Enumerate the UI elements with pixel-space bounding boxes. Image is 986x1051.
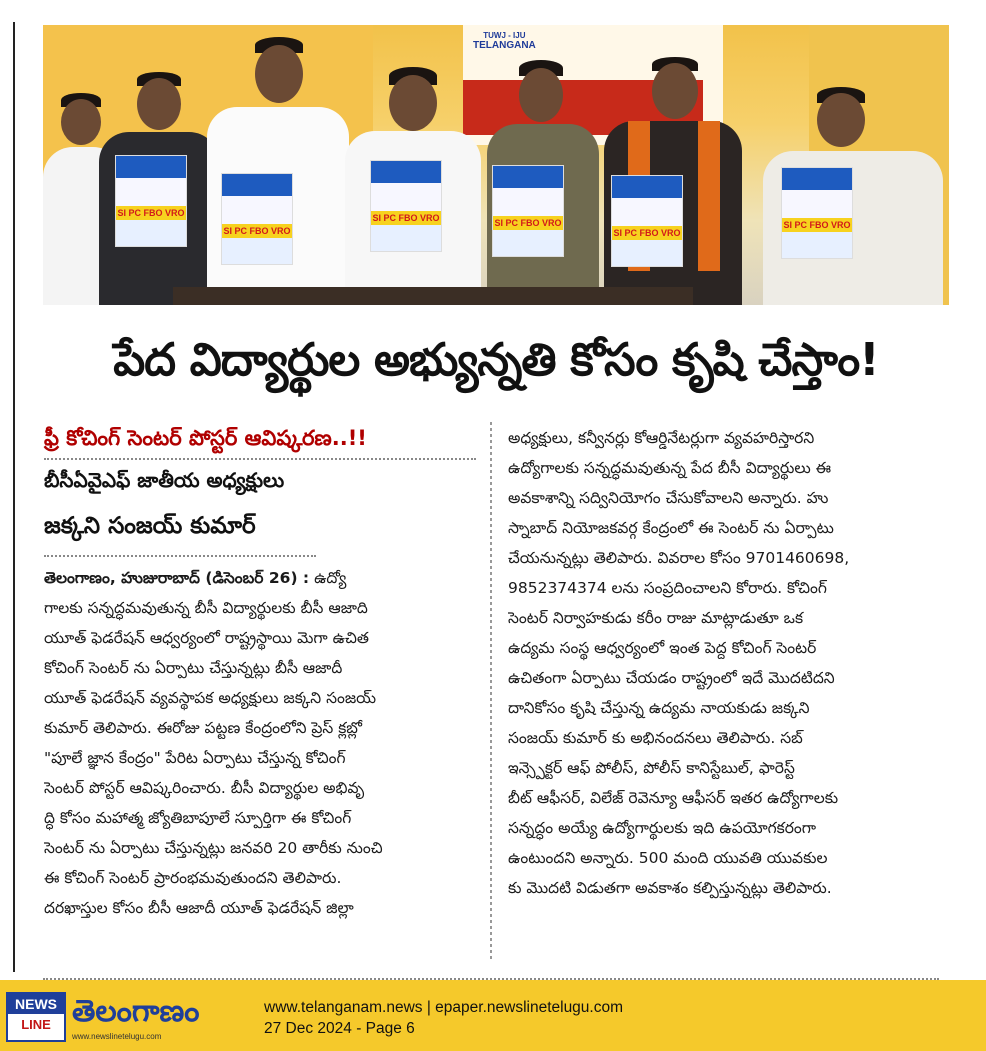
footer-page-info: 27 Dec 2024 - Page 6 xyxy=(264,1020,415,1037)
article-headline: పేద విద్యార్థుల అభ్యున్నతి కోసం కృషి చేస్తాం! xyxy=(113,333,879,386)
body-line: 9852374374 లను సంప్రదించాలని కోరారు. కోచింగ్ xyxy=(508,579,827,597)
subhead-poster-launch: ఫ్రీ కోచింగ్ సెంటర్ పోస్టర్ ఆవిష్కరణ..!! xyxy=(44,426,367,450)
subhead-president-name: జక్కని సంజయ్ కుమార్ xyxy=(44,513,256,539)
poster-band-text: SI PC FBO VRO xyxy=(223,226,291,236)
poster-band-text: SI PC FBO VRO xyxy=(613,228,681,238)
logo-line-text: LINE xyxy=(21,1017,51,1032)
body-line: కు మొదటి విడుతగా అవకాశం కల్పిస్తున్నట్లు తెలిపారు. xyxy=(508,879,832,897)
poster-band-text: SI PC FBO VRO xyxy=(783,220,851,230)
body-line: కోచింగ్ సెంటర్ ను ఏర్పాటు చేస్తున్నట్లు బీసీ ఆజాదీ xyxy=(44,659,343,677)
body-line: స్నాబాద్ నియోజకవర్గ కేంద్రంలో ఈ సెంటర్ ను ఏర్పాటు xyxy=(508,519,834,537)
org-tag-line1: TUWJ - IJU xyxy=(483,31,526,40)
body-line: ఈ కోచింగ్ సెంటర్ ప్రారంభమవుతుందని తెలిపారు. xyxy=(44,869,342,887)
poster-band-text: SI PC FBO VRO xyxy=(494,218,562,228)
subhead-president-title: బీసీఏవైఎఫ్ జాతీయ అధ్యక్షులు xyxy=(44,468,285,492)
subhead-underline xyxy=(44,458,476,460)
column-divider xyxy=(490,422,492,960)
body-line: గాలకు సన్నద్ధమవుతున్న బీసీ విద్యార్థులకు బీసీ ఆజాది xyxy=(44,599,368,617)
body-line: ఉచితంగా ఏర్పాటు చేయడం రాష్ట్రంలో ఇదే మొదటిదని xyxy=(508,669,835,687)
dateline-line xyxy=(44,563,476,593)
footer-bar xyxy=(0,980,986,1051)
logo-news-text: NEWS xyxy=(8,994,64,1014)
left-margin-rule xyxy=(13,22,15,972)
footer-urls[interactable]: www.telanganam.news | epaper.newslinetelugu.com xyxy=(264,999,624,1016)
body-line: ద్ధి కోసం మహాత్మ జ్యోతిబాపూలే స్పూర్తిగా ఈ కోచింగ్ xyxy=(44,809,352,827)
brand-website: www.newslinetelugu.com xyxy=(72,1032,162,1041)
body-line: యూత్ ఫెడరేషన్ ఆధ్వర్యంలో రాష్ట్రస్థాయి మెగా ఉచిత xyxy=(44,629,369,647)
body-line: అధ్యక్షులు, కన్వీనర్లు కోఆర్డినేటర్లుగా వ్యవహరిస్తారని xyxy=(508,429,815,447)
newsline-logo xyxy=(6,992,66,1042)
poster-band-text: SI PC FBO VRO xyxy=(372,213,440,223)
body-line: ఉద్యో xyxy=(309,569,347,587)
body-line: సెంటర్ నిర్వాహకుడు కరీం రాజు మాట్లాడుతూ ఒక xyxy=(508,609,804,627)
photo-org-tag xyxy=(473,31,536,51)
poster-6 xyxy=(781,167,853,259)
poster-1 xyxy=(115,155,187,247)
subhead-underline xyxy=(44,555,316,557)
body-line: చేయనున్నట్లు తెలిపారు. వివరాల కోసం 9701460698, xyxy=(508,549,850,567)
body-line: సంజయ్ కుమార్ కు అభినందనలు తెలిపారు. సబ్ xyxy=(508,729,803,747)
poster-3 xyxy=(370,160,442,252)
photo-table xyxy=(173,287,693,305)
body-line: అవకాశాన్ని సద్వినియోగం చేసుకోవాలని అన్నారు. హు xyxy=(508,489,829,507)
poster-4 xyxy=(492,165,564,257)
body-line: ఇన్స్పెక్టర్ ఆఫ్ పోలీస్, పోలీస్ కానిస్టేబుల్, ఫారెస్ట్ xyxy=(508,759,795,777)
dateline: తెలంగాణం, హుజురాబాద్ (డిసెంబర్ 26) : xyxy=(44,569,310,587)
body-line: యూత్ ఫెడరేషన్ వ్యవస్థాపక అధ్యక్షులు జక్కని సంజయ్ xyxy=(44,689,377,707)
org-tag-line2: TELANGANA xyxy=(473,40,536,51)
body-line: ఉంటుందని అన్నారు. 500 మంది యువతి యువకుల xyxy=(508,849,828,867)
news-photo xyxy=(43,25,949,305)
body-line: "పూలే జ్ఞాన కేంద్రం" పేరిట ఏర్పాటు చేస్తున్న కోచింగ్ xyxy=(44,749,346,767)
body-line: బీట్ ఆఫీసర్, విలేజ్ రెవెన్యూ ఆఫీసర్ ఇతర ఉద్యోగాలకు xyxy=(508,789,839,807)
body-line: దానికోసం కృషి చేస్తున్న ఉద్యమ నాయకుడు జక్కని xyxy=(508,699,810,717)
poster-band-text: SI PC FBO VRO xyxy=(117,208,185,218)
body-line: ఉద్యమ సంస్థ ఆధ్వర్యంలో ఇంత పెద్ద కోచింగ్ సెంటర్ xyxy=(508,639,817,657)
poster-2 xyxy=(221,173,293,265)
brand-name: తెలంగాణం xyxy=(72,994,200,1029)
body-line: సెంటర్ ను ఏర్పాటు చేస్తున్నట్లు జనవరి 20 తారీకు నుంచి xyxy=(44,839,383,857)
body-line: కుమార్ తెలిపారు. ఈరోజు పట్టణ కేంద్రంలోని ప్రెస్ క్లబ్లో xyxy=(44,719,363,737)
body-line: దరఖాస్తుల కోసం బీసీ ఆజాదీ యూత్ ఫెడరేషన్ జిల్లా xyxy=(44,899,354,917)
body-line: ఉద్యోగాలకు సన్నద్ధమవుతున్న పేద బీసీ విద్యార్థులు ఈ xyxy=(508,459,832,477)
poster-5 xyxy=(611,175,683,267)
body-line: సన్నద్ధం అయ్యే ఉద్యోగార్థులకు ఇది ఉపయోగకరంగా xyxy=(508,819,817,837)
body-line: సెంటర్ పోస్టర్ ఆవిష్కరించారు. బీసీ విద్యార్థుల అభివృ xyxy=(44,779,365,797)
article-right-column xyxy=(508,423,944,903)
article-left-column xyxy=(44,563,476,923)
